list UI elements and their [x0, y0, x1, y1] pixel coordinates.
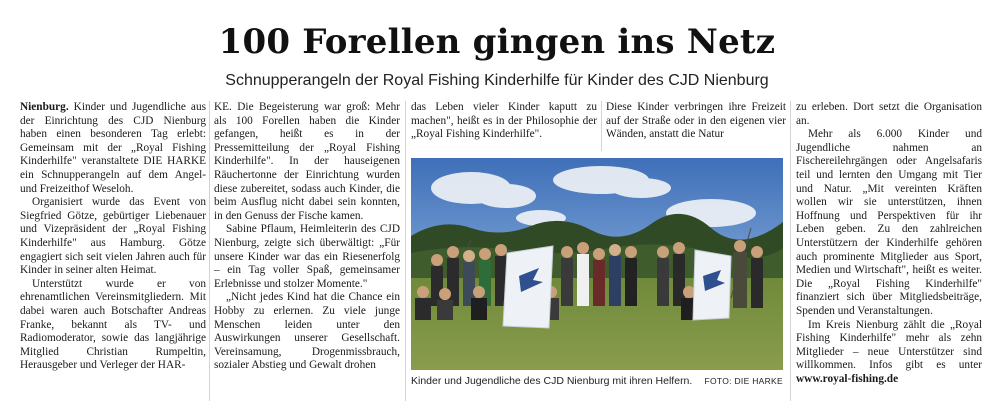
article-column-4: [606, 101, 786, 142]
photo-caption: Kinder und Jugendliche des CJD Nienburg mit ihren Helfern. FOTO: DIE HARKE: [411, 375, 783, 387]
column-divider: [209, 101, 210, 401]
website-link[interactable]: www.royal-fishing.de: [796, 372, 899, 385]
paragraph: Sabine Pflaum, Heimleiterin des CJD Nienburg, zeigte sich überwältigt: „Für unsere Kinder war das ein Riesenerfolg – ein Tag voller Spaß, gemeinsamer Erlebnisse und stolzer Momente.": [214, 223, 400, 290]
article-column-5: [796, 101, 982, 386]
paragraph: zu erleben. Dort setzt die Organisation an.: [796, 101, 982, 127]
paragraph: „Nicht jedes Kind hat die Chance ein Hobby zu erlernen. Zu viele junge Menschen leiden unter den Auswirkungen unserer Gesellschaft. Vereinsamung, Drogenmissbrauch, sozialer Abstieg und Gewalt drohen: [214, 291, 400, 372]
article-subheadline: Schnupperangeln der Royal Fishing Kinderhilfe für Kinder des CJD Nienburg: [225, 72, 769, 89]
paragraph: Unterstützt wurde er von ehrenamtlichen Vereinsmitgliedern. Mit dabei waren auch Botschafter Andreas Franke, bekannt als TV- und Radiomoderator, sowie das langjährige Mitglied Christian Rumpeltin, Herausgeber und Verleger der HAR-: [20, 277, 206, 372]
paragraph: KE. Die Begeisterung war groß: Mehr als 100 Forellen haben die Kinder gefangen, heißt es in der Pressemitteilung der „Royal Fishing Kinderhilfe". In der hauseigenen Räuchertonne der Einrichtung wurden diese zubereitet, sodass auch Kinder, die beim Ausflug nicht dabei sein konnten, in den Genuss der Fische kamen.: [214, 101, 400, 222]
dateline: Nienburg.: [20, 101, 69, 113]
column-divider: [601, 101, 602, 151]
article-column-1: [20, 101, 206, 373]
article-column-3: [411, 101, 597, 142]
article-column-2: [214, 101, 400, 373]
paragraph: Diese Kinder verbringen ihre Freizeit auf der Straße oder in den eigenen vier Wänden, anstatt die Natur: [606, 101, 786, 141]
paragraph: Im Kreis Nienburg zählt die „Royal Fishing Kinderhilfe" mehr als zehn Mitglieder – neue Unterstützer sind willkommen. Infos gibt es unter www.royal-fishing.de: [796, 318, 982, 385]
paragraph: Organisiert wurde das Event von Siegfried Götze, gebürtiger Liebenauer und Vizepräsident der „Royal Fishing Kinderhilfe" aus Hamburg. Götze engagiert sich seit vielen Jahren auch für Kinder in seiner alten Heimat.: [20, 196, 206, 277]
paragraph: Mehr als 6.000 Kinder und Jugendliche nahmen an Fischereilehrgängen oder Angelsafaris teil und lernten den Umgang mit Tier und Natur. „Mit vereinten Kräften wollen wir sie unterstützen, ihnen Hoffnung und Perspektiven für ihr Leben geben. Zu den zahlreichen Unterstützern der Kinderhilfe gehören auch prominente Mitglieder aus Sport, Medien und Wirtschaft", heißt es weiter. Die „Royal Fishing Kinderhilfe" finanziert sich über Mitgliedsbeiträge, Spenden und Veranstaltungen.: [796, 128, 982, 317]
column-divider: [405, 101, 406, 401]
column-divider: [790, 101, 791, 401]
paragraph: das Leben vieler Kinder kaputt zu machen", heißt es in der Philosophie der „Royal Fishing Kinderhilfe".: [411, 101, 597, 141]
group-photo: [411, 158, 783, 370]
article-headline: 100 Forellen gingen ins Netz: [218, 22, 776, 62]
photo-credit: FOTO: DIE HARKE: [704, 376, 783, 386]
paragraph: Nienburg. Kinder und Jugendliche aus der Einrichtung des CJD Nienburg haben einen besonderen Tag erlebt: Gemeinsam mit der „Royal Fishing Kinderhilfe" veranstaltete DIE HARKE ein Schnupperangeln auf dem Angel- und Freizeithof Weseloh.: [20, 101, 206, 195]
